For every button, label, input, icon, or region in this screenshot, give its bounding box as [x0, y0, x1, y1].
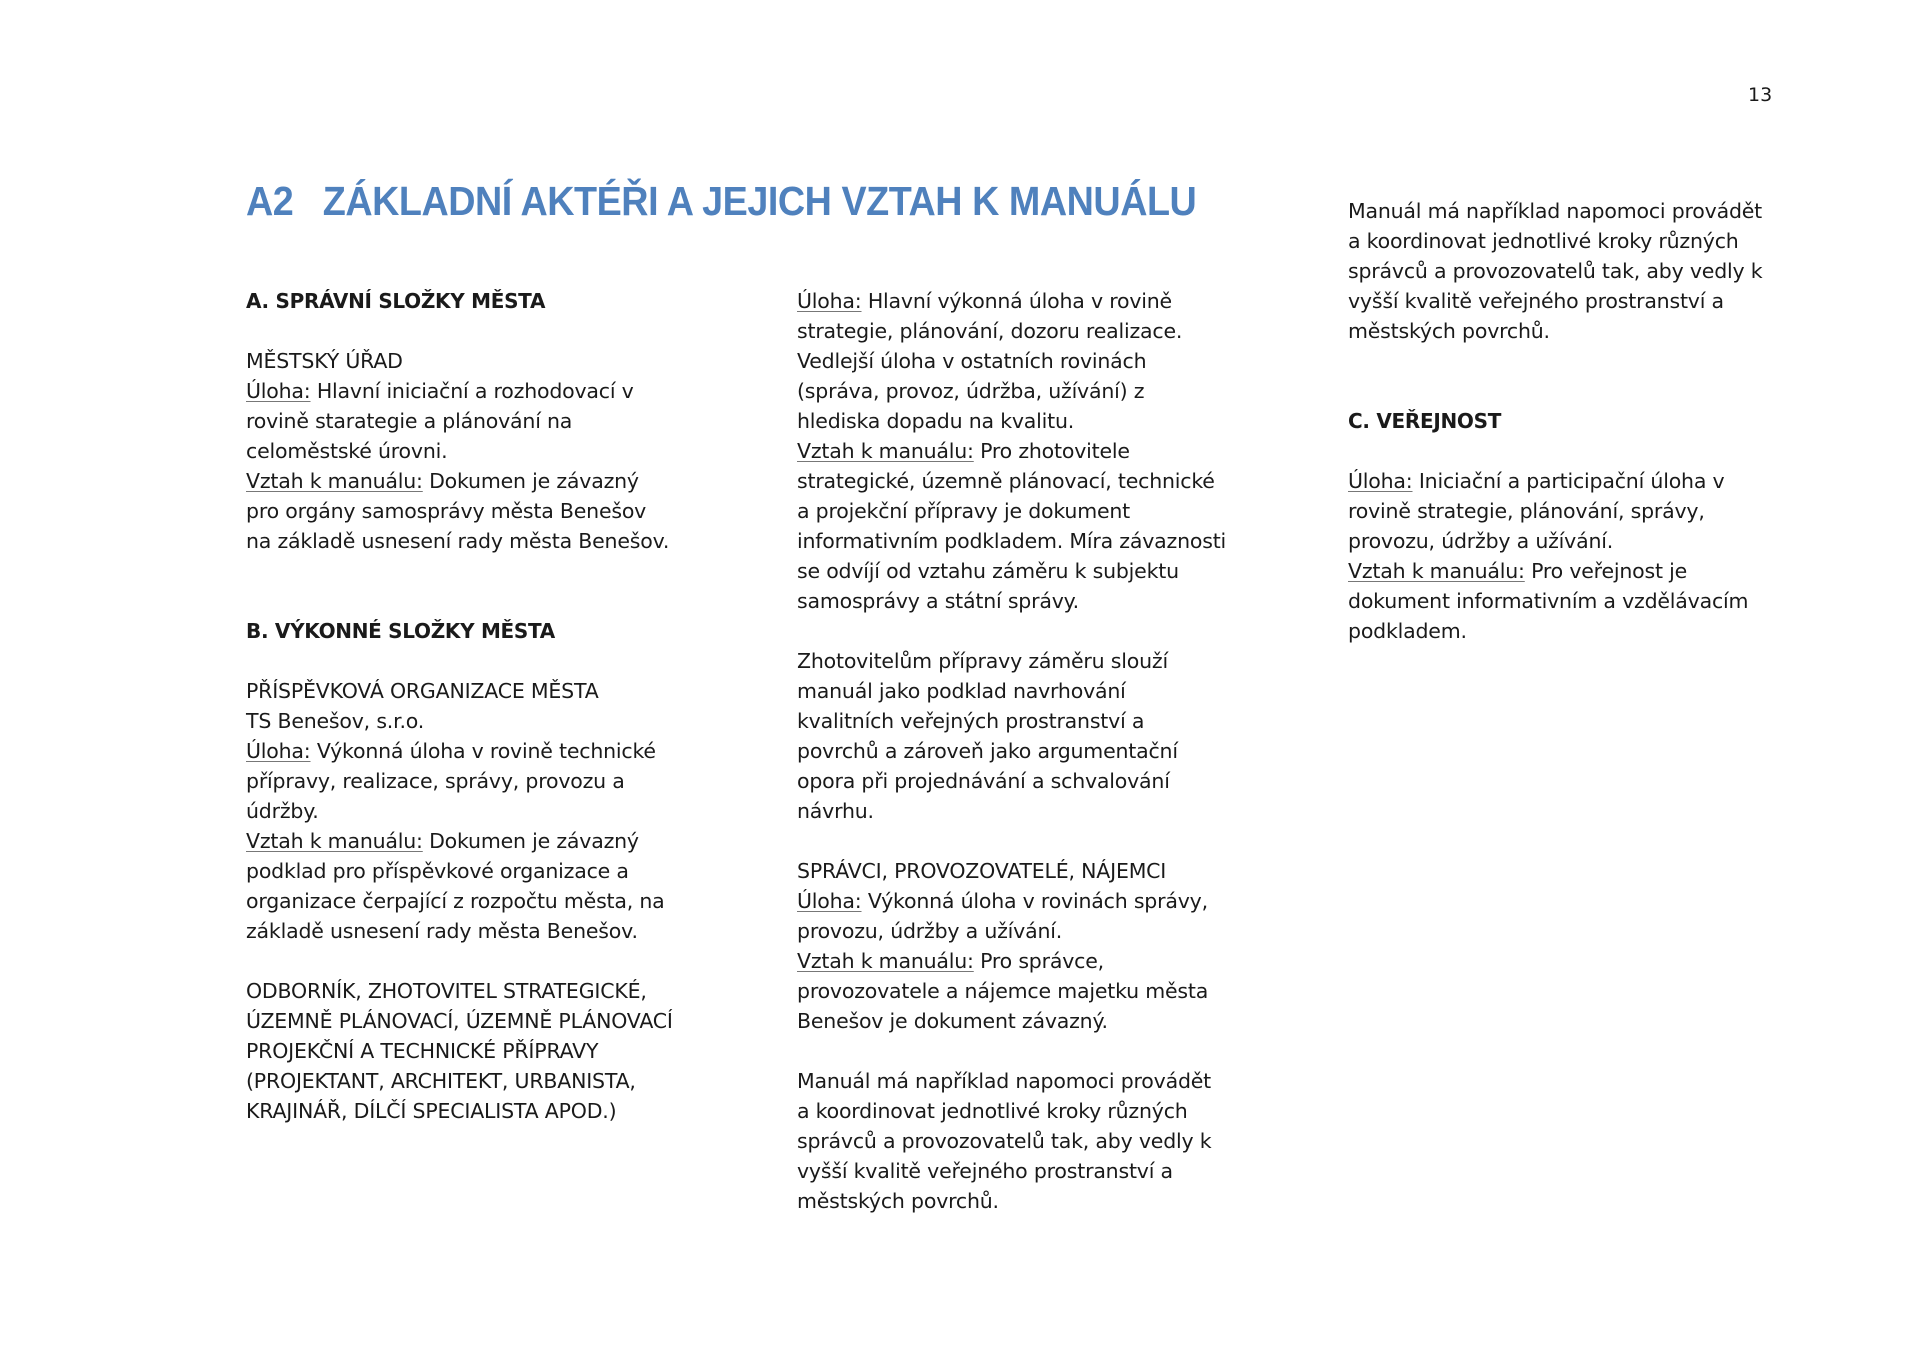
- column-1: [246, 286, 676, 1126]
- section-heading-a: A. SPRÁVNÍ SLOŽKY MĚSTA: [246, 289, 546, 313]
- role-text: Hlavní výkonná úloha v rovině strategie, plánování, dozoru realizace. Vedlejší úloha v ostatních rovinách (správa, provoz, údržba, užívání) z hlediska dopadu na kvalitu.: [797, 289, 1183, 433]
- actor-relation: [246, 826, 676, 946]
- role-label: Úloha:: [246, 739, 311, 763]
- actor-role: [797, 886, 1227, 946]
- actor-note-continuation: Manuál má například napomoci provádět a koordinovat jednotlivé kroky různých správců a provozovatelů tak, aby vedly k vyšší kvalitě veřejného prostranství a městských povrchů.: [1348, 199, 1763, 343]
- actor-subname: TS Benešov, s.r.o.: [246, 709, 425, 733]
- actor-role: [1348, 466, 1778, 556]
- actor-relation: [1348, 556, 1778, 646]
- relation-label: Vztah k manuálu:: [797, 949, 974, 973]
- actor-role: [246, 376, 676, 466]
- role-label: Úloha:: [797, 889, 862, 913]
- relation-label: Vztah k manuálu:: [246, 829, 423, 853]
- actor-role: [797, 286, 1227, 436]
- actor-relation: [246, 466, 676, 556]
- actor-name: PŘÍSPĚVKOVÁ ORGANIZACE MĚSTA: [246, 679, 599, 703]
- role-label: Úloha:: [246, 379, 311, 403]
- chapter-title: ZÁKLADNÍ AKTÉŘI A JEJICH VZTAH K MANUÁLU: [322, 178, 1197, 224]
- actor-mestsky-urad: [246, 346, 676, 556]
- chapter-number: A2: [246, 178, 294, 224]
- actor-spravci: [797, 856, 1227, 1036]
- relation-label: Vztah k manuálu:: [246, 469, 423, 493]
- column-2: [797, 286, 1227, 1213]
- actor-name: SPRÁVCI, PROVOZOVATELÉ, NÁJEMCI: [797, 859, 1167, 883]
- relation-text: Pro veřejnost je dokument informativním a vzdělávacím podkladem.: [1348, 559, 1749, 643]
- relation-text: Pro správce, provozovatele a nájemce majetku města Benešov je dokument závazný.: [797, 949, 1209, 1033]
- section-heading-b: B. VÝKONNÉ SLOŽKY MĚSTA: [246, 619, 555, 643]
- actor-relation: [797, 436, 1227, 616]
- relation-text: Pro zhotovitele strategické, územně plánovací, technické a projekční přípravy je dokument informativním podkladem. Míra závaznosti se odvíjí od vztahu záměru k subjektu samosprávy a státní správy.: [797, 439, 1227, 613]
- relation-text: Dokumen je závazný pro orgány samosprávy města Benešov na základě usnesení rady města Benešov.: [246, 469, 670, 553]
- role-label: Úloha:: [1348, 469, 1413, 493]
- actor-odbornik-details: [797, 286, 1227, 616]
- actor-name-odbornik: ODBORNÍK, ZHOTOVITEL STRATEGICKÉ, ÚZEMNĚ PLÁNOVACÍ, ÚZEMNĚ PLÁNOVACÍ PROJEKČNÍ A TECHNICKÉ PŘÍPRAVY (PROJEKTANT, ARCHITEKT, URBANISTA, KRAJINÁŘ, DÍLČÍ SPECIALISTA APOD.): [246, 979, 673, 1123]
- section-heading-c: C. VEŘEJNOST: [1348, 409, 1502, 433]
- actor-relation: [797, 946, 1227, 1036]
- actor-note-continued: Manuál má například napomoci provádět a koordinovat jednotlivé kroky různých správců a provozovatelů tak, aby vedly k vyšší kvalitě veřejného prostranství a městských povrchů.: [797, 1069, 1212, 1213]
- actor-role: [246, 736, 676, 826]
- role-label: Úloha:: [797, 289, 862, 313]
- role-text: Iniciační a participační úloha v rovině strategie, plánování, správy, provozu, údržby a užívání.: [1348, 469, 1725, 553]
- actor-verejnost: [1348, 466, 1778, 646]
- role-text: Výkonná úloha v rovinách správy, provozu, údržby a užívání.: [797, 889, 1208, 943]
- relation-text: Dokumen je závazný podklad pro příspěvkové organizace a organizace čerpající z rozpočtu města, na základě usnesení rady města Benešov.: [246, 829, 665, 943]
- page-title: [246, 178, 1196, 225]
- actor-name: MĚSTSKÝ ÚŘAD: [246, 349, 403, 373]
- role-text: Výkonná úloha v rovině technické přípravy, realizace, správy, provozu a údržby.: [246, 739, 656, 823]
- note-continuation-wrapper: [1348, 199, 1778, 346]
- column-3: [1348, 199, 1778, 646]
- page-number: 13: [1748, 84, 1773, 106]
- relation-label: Vztah k manuálu:: [1348, 559, 1525, 583]
- actor-note: Zhotovitelům přípravy záměru slouží manuál jako podklad navrhování kvalitních veřejných prostranství a povrchů a zároveň jako argumentační opora při projednávání a schvalování návrhu.: [797, 649, 1178, 823]
- relation-label: Vztah k manuálu:: [797, 439, 974, 463]
- role-text: Hlavní iniciační a rozhodovací v rovině starategie a plánování na celoměstské úrovni.: [246, 379, 634, 463]
- actor-prispevkova-organizace: [246, 676, 676, 946]
